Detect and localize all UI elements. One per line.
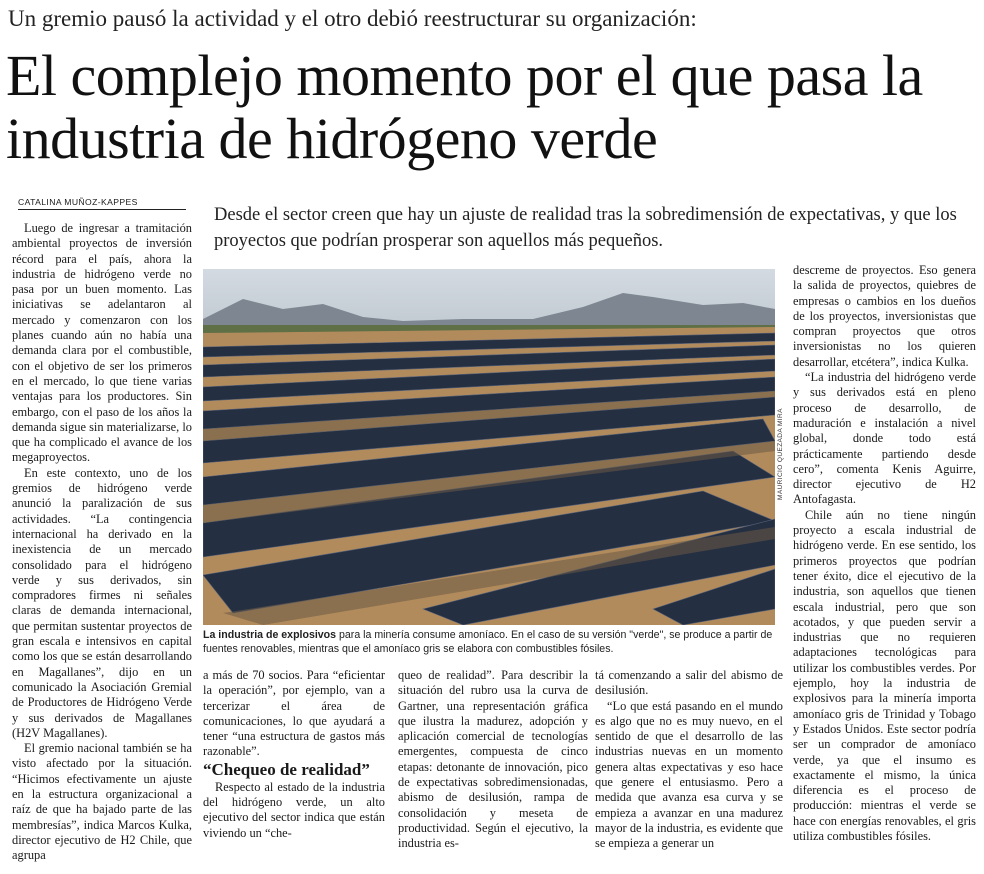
photo-credit: MAURICIO QUEZADA MIRA: [777, 408, 784, 500]
solar-farm-photo: [203, 269, 775, 625]
paragraph: Luego de ingresar a tramitación ambiental proyectos de inversión récord para el país, ahora la industria de hidrógeno verde no pasa por un buen momento. Las iniciativas se adelantaron al mercado y comenzaron con los planes cuando aún no había una demanda clara por el combustible, con el objetivo de ser los primeros en el mercado, lo que tiene varias ventajas para los productores. Sin embargo, con el paso de los años la demanda sigue sin materializarse, lo que ha complicado el avance de los megaproyectos.: [12, 221, 192, 465]
paragraph: Chile aún no tiene ningún proyecto a escala industrial de hidrógeno verde. En ese sentido, los primeros proyectos que podrían tener éxito, dice el ejecutivo de la industria, son aquellos que tienen escala industrial, pero que son acotados, y que pueden servir a industrias que no requieren adaptaciones tecnológicas para utilizar los combustibles verdes. Por ejemplo, hoy la industria de explosivos para la minería importa amoníaco gris de Trinidad y Tobago y Estados Unidos. Este sector podría ser un comprador de amoníaco verde, ya que el insumo es exactamente el mismo, la única diferencia es el proceso de producción: mientras el verde se hace con energías renovables, el gris utiliza combustibles fósiles.: [793, 507, 976, 843]
paragraph: En este contexto, uno de los gremios de hidrógeno verde anunció la paralización de sus actividades. “La contingencia internacional ha derivado en la inexistencia de un mercado consolidado para el hidrógeno verde y sus derivados, sin compradores firmes ni señales claras de demanda internacional, que permitan sustentar proyectos de gran escala e intensivos en capital como los que se están desarrollando en Magallanes”, dijo en un comunicado la Asociación Gremial de Productores de Hidrógeno Verde y sus derivados de Magallanes (H2V Magallanes).: [12, 465, 192, 740]
column-3: [398, 668, 588, 852]
solar-farm-illustration: [203, 269, 775, 625]
paragraph: “La industria del hidrógeno verde y sus derivados está en pleno proceso de desarrollo, de maduración e instalación a nivel global, donde todo está prácticamente partiendo desde cero”, comenta Kenis Aguirre, director ejecutivo de H2 Antofagasta.: [793, 370, 976, 507]
caption-text: para la minería consume amoníaco. En el caso de su versión "verde", se produce a partir de fuentes renovables, mientras que el amoníaco gris se elabora con combustibles fósiles.: [203, 629, 773, 655]
headline: El complejo momento por el que pasa la industria de hidrógeno verde: [6, 43, 923, 171]
paragraph: queo de realidad”. Para describir la situación del rubro usa la curva de Gartner, una representación gráfica que ilustra la madurez, adopción y aplicación comercial de tecnologías emergentes, compuesta de cinco etapas: detonante de innovación, pico de expectativas sobredimensionadas, abismo de desilusión, rampa de consolidación y meseta de productividad. Según el ejecutivo, la industria es-: [398, 668, 588, 851]
paragraph: a más de 70 socios. Para “eficientar la operación”, por ejemplo, van a tercerizar el área de comunicaciones, lo que ayudará a tener “una estructura de gastos más razonable”.: [203, 668, 385, 759]
paragraph: tá comenzando a salir del abismo de desilusión.: [595, 668, 783, 698]
kicker: Un gremio pausó la actividad y el otro debió reestructurar su organización:: [8, 6, 697, 31]
photo-caption: [203, 628, 775, 656]
column-4: [595, 668, 783, 852]
byline: CATALINA MUÑOZ-KAPPES: [18, 197, 186, 210]
paragraph: Respecto al estado de la industria del hidrógeno verde, un alto ejecutivo del sector indica que están viviendo un “che-: [203, 779, 385, 840]
column-1: [12, 221, 192, 863]
paragraph: descreme de proyectos. Eso genera la salida de proyectos, quiebres de empresas o cambios en los dueños de los proyectos, inversionistas que compran proyectos que otros inversionistas no los quieren desarrollar, etcétera”, indica Kulka.: [793, 263, 976, 369]
subhead: “Chequeo de realidad”: [203, 759, 370, 779]
deck: Desde el sector creen que hay un ajuste de realidad tras la sobredimensión de expectativas, y que los proyectos que podrían prosperar son aquellos más pequeños.: [214, 205, 957, 251]
column-5: [793, 263, 976, 844]
paragraph: El gremio nacional también se ha visto afectado por la situación. “Hicimos efectivamente un ajuste en la estructura organizacional a raíz de que ha bajado parte de las membresías”, indica Marcos Kulka, director ejecutivo de H2 Chile, que agrupa: [12, 741, 192, 863]
paragraph: “Lo que está pasando en el mundo es algo que no es muy nuevo, en el sentido de que el desarrollo de las industrias nuevas en un momento genera altas expectativas y eso hace que genere el entusiasmo. Pero a medida que avanza esa curva y se empieza a avanzar en una madurez mayor de la industria, es evidente que se empieza a generar un: [595, 698, 783, 851]
caption-lead: La industria de explosivos: [203, 629, 337, 641]
column-2: [203, 668, 385, 841]
